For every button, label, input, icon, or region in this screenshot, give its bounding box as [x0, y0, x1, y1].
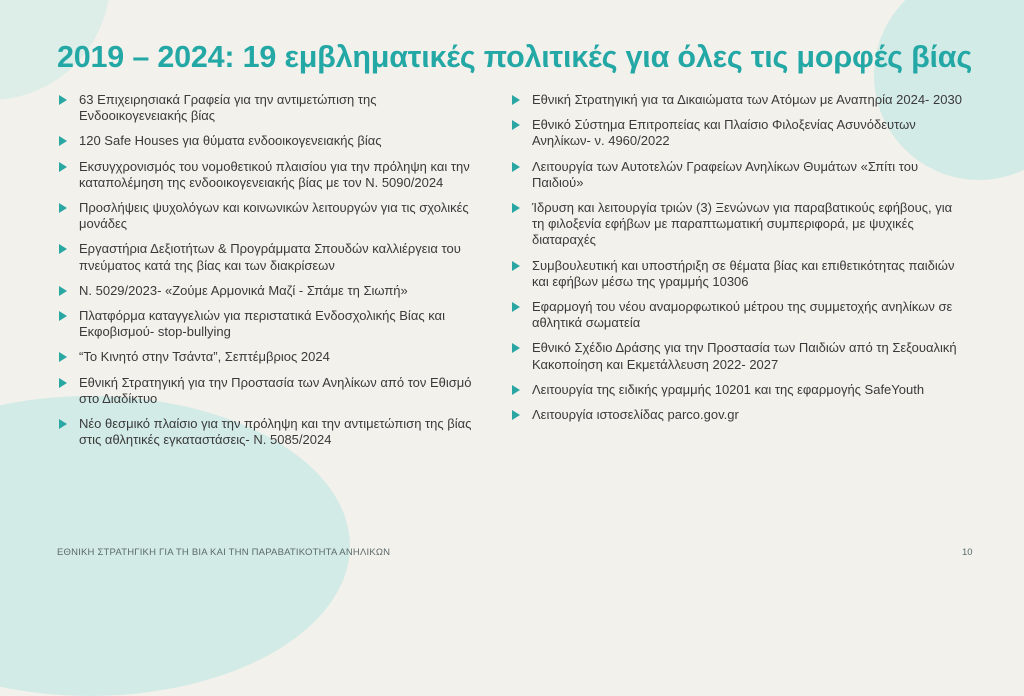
list-item — [57, 133, 475, 149]
list-item-text: Εργαστήρια Δεξιοτήτων & Προγράμματα Σπουδών καλλιέργεια του πνεύματος κατά της βίας και των διακρίσεων — [79, 241, 461, 273]
list-item-text: Νέο θεσμικό πλαίσιο για την πρόληψη και την αντιμετώπιση της βίας στις αθλητικές εγκαταστάσεις- Ν. 5085/2024 — [79, 416, 472, 448]
list-item — [510, 258, 965, 290]
list-item — [57, 283, 475, 299]
list-item-text: “Το Κινητό στην Τσάντα”, Σεπτέμβριος 2024 — [79, 349, 330, 365]
triangle-bullet-icon — [512, 261, 520, 271]
triangle-bullet-icon — [512, 343, 520, 353]
list-item — [510, 200, 965, 249]
triangle-bullet-icon — [59, 244, 67, 254]
list-item — [510, 407, 965, 423]
list-item — [57, 375, 475, 407]
triangle-bullet-icon — [512, 203, 520, 213]
triangle-bullet-icon — [512, 120, 520, 130]
list-item — [57, 92, 475, 124]
list-item — [510, 340, 965, 372]
page-number: 10 — [962, 547, 973, 558]
list-item — [57, 308, 475, 340]
list-item-text: Εκσυγχρονισμός του νομοθετικού πλαισίου για την πρόληψη και την καταπολέμηση της ενδοοικογενειακής βίας με τον Ν. 5090/2024 — [79, 158, 470, 190]
list-item-text: Προσλήψεις ψυχολόγων και κοινωνικών λειτουργών για τις σχολικές μονάδες — [79, 200, 469, 232]
triangle-bullet-icon — [59, 311, 67, 321]
list-item-text: Ίδρυση και λειτουργία τριών (3) Ξενώνων για παραβατικούς εφήβους, για τη φιλοξενία εφήβων με παραπτωματική συμπεριφορά, με ψυχικές διαταραχές — [532, 200, 953, 248]
triangle-bullet-icon — [512, 410, 520, 420]
list-item-text: 120 Safe Houses για θύματα ενδοοικογενειακής βίας — [79, 133, 382, 149]
triangle-bullet-icon — [59, 378, 67, 388]
triangle-bullet-icon — [59, 162, 67, 172]
triangle-bullet-icon — [59, 419, 67, 429]
list-item-text: Εθνική Στρατηγική για τα Δικαιώματα των Ατόμων με Αναπηρία 2024- 2030 — [532, 92, 962, 107]
list-item-text: Λειτουργία της ειδικής γραμμής 10201 και της εφαρμογής SafeYouth — [532, 381, 925, 397]
list-item — [510, 299, 965, 331]
list-item-text: Ν. 5029/2023- «Ζούμε Αρμονικά Μαζί - Σπάμε τη Σιωπή» — [79, 282, 408, 298]
list-item — [57, 241, 475, 273]
list-item-text: Εθνικό Σύστημα Επιτροπείας και Πλαίσιο Φιλοξενίας Ασυνόδευτων Ανηλίκων- ν. 4960/2022 — [532, 117, 916, 149]
list-item — [510, 92, 965, 108]
list-item — [57, 349, 475, 365]
list-item-text: 63 Επιχειρησιακά Γραφεία για την αντιμετώπιση της Ενδοοικογενειακής βίας — [79, 92, 377, 124]
list-item-text: Λειτουργία των Αυτοτελών Γραφείων Ανηλίκων Θυμάτων «Σπίτι του Παιδιού» — [532, 158, 919, 190]
list-item-text: Λειτουργία ιστοσελίδας parco.gov.gr — [532, 407, 739, 423]
list-item — [510, 382, 965, 398]
list-item-text: Συμβουλευτική και υποστήριξη σε θέματα βίας και επιθετικότητας παιδιών και εφήβων μέσω της γραμμής 10306 — [532, 257, 955, 289]
list-item — [57, 416, 475, 448]
left-policy-list — [57, 92, 475, 457]
list-item — [510, 159, 965, 191]
list-item-text: Εθνικό Σχέδιο Δράσης για την Προστασία των Παιδιών από τη Σεξουαλική Κακοποίηση και Εκμετάλλευση 2022- 2027 — [532, 340, 957, 372]
triangle-bullet-icon — [59, 352, 67, 362]
list-item-text: Εφαρμογή του νέου αναμορφωτικού μέτρου της συμμετοχής ανηλίκων σε αθλητικά σωματεία — [532, 299, 953, 331]
triangle-bullet-icon — [512, 162, 520, 172]
list-item-text: Εθνική Στρατηγική για την Προστασία των Ανηλίκων από τον Εθισμό στο Διαδίκτυο — [79, 374, 472, 406]
slide-title: 2019 – 2024: 19 εμβληματικές πολιτικές για όλες τις μορφές βίας — [57, 40, 972, 74]
triangle-bullet-icon — [512, 385, 520, 395]
triangle-bullet-icon — [59, 286, 67, 296]
triangle-bullet-icon — [59, 136, 67, 146]
list-item — [57, 200, 475, 232]
footer-text: ΕΘΝΙΚΗ ΣΤΡΑΤΗΓΙΚΗ ΓΙΑ ΤΗ ΒΙΑ ΚΑΙ ΤΗΝ ΠΑΡΑΒΑΤΙΚΟΤΗΤΑ ΑΝΗΛΙΚΩΝ — [57, 547, 391, 558]
list-item-text: Πλατφόρμα καταγγελιών για περιστατικά Ενδοσχολικής Βίας και Εκφοβισμού- stop-bullying — [79, 308, 445, 340]
list-item — [57, 159, 475, 191]
triangle-bullet-icon — [59, 95, 67, 105]
right-policy-list — [510, 92, 965, 432]
list-item — [510, 117, 965, 149]
triangle-bullet-icon — [512, 95, 520, 105]
triangle-bullet-icon — [512, 302, 520, 312]
triangle-bullet-icon — [59, 203, 67, 213]
